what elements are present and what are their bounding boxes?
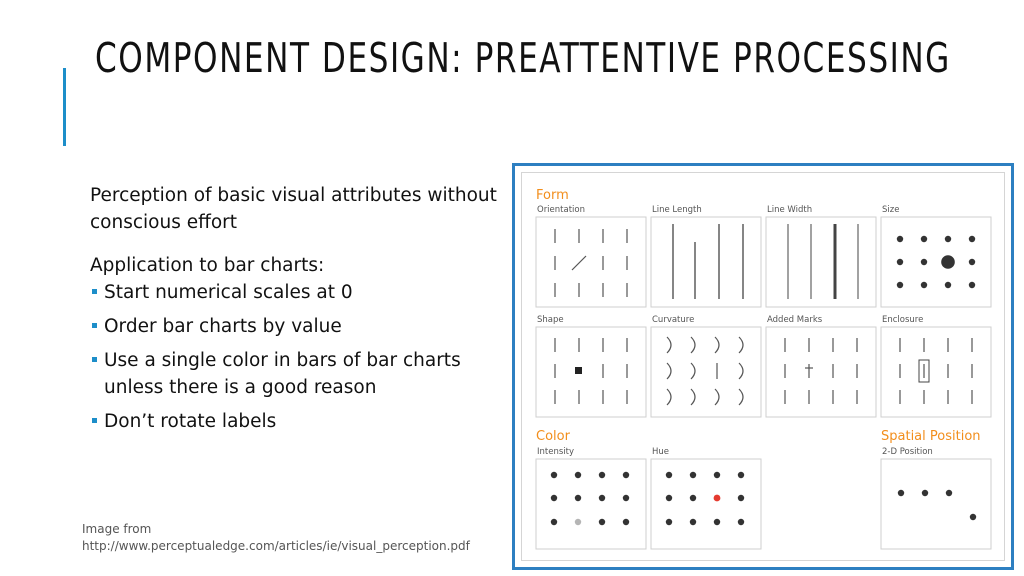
slide-content [90,182,510,435]
slide-title: COMPONENT DESIGN: PREATTENTIVE PROCESSING [95,34,951,82]
bullet-text: Don’t rotate labels [104,411,277,432]
caption-url: http://www.perceptualedge.com/articles/ie/visual_perception.pdf [82,539,470,553]
line-width-marks [788,224,858,299]
bullet-square-icon [92,357,97,362]
hue-marks [666,472,744,525]
panel-label-curvature: Curvature [652,315,695,325]
intensity-light-mark [575,519,581,525]
section-color: Color [536,429,570,444]
panel-shape [536,327,646,417]
enclosure-marks [900,338,972,404]
intensity-marks [551,472,629,525]
title-accent-bar [63,68,66,146]
panel-label-2d-position: 2-D Position [882,447,933,457]
panel-label-line-width: Line Width [767,205,813,215]
bullet-square-icon [92,323,97,328]
panel-2d-position [881,459,991,549]
bullet-item [90,279,510,306]
line-length-marks [673,224,743,299]
panel-label-line-length: Line Length [652,205,702,215]
panel-curvature [651,327,761,417]
panel-label-intensity: Intensity [537,447,574,457]
panel-enclosure [881,327,991,417]
caption-line: Image from [82,522,152,536]
bullet-square-icon [92,289,97,294]
bullet-list [90,279,510,435]
added-marks-marks [785,338,857,404]
hue-red-mark [714,495,721,502]
preattentive-figure [512,163,1014,570]
section-spatial: Spatial Position [881,429,981,444]
orientation-marks [555,229,627,297]
paragraph-application: Application to bar charts: [90,255,325,276]
panel-line-width [766,217,876,307]
bullet-item [90,313,510,340]
panel-label-orientation: Orientation [537,205,585,215]
bullet-text: Start numerical scales at 0 [104,282,353,303]
section-form: Form [536,188,569,203]
panel-added-marks [766,327,876,417]
panel-label-hue: Hue [652,447,670,457]
shape-marks [555,338,627,404]
panel-label-shape: Shape [537,315,564,325]
bullet-square-icon [92,418,97,423]
image-source-caption [82,521,470,555]
paragraph-perception: Perception of basic visual attributes without conscious effort [90,185,497,233]
panel-label-enclosure: Enclosure [882,315,924,325]
panel-line-length [651,217,761,307]
preattentive-attributes-illustration [515,166,1011,567]
position-2d-marks [898,490,976,520]
size-marks [897,236,975,288]
bullet-text: Order bar charts by value [104,316,342,337]
panel-label-added-marks: Added Marks [767,315,823,325]
bullet-text: Use a single color in bars of bar charts unless there is a good reason [104,350,461,398]
panel-orientation [536,217,646,307]
curvature-marks [667,337,743,405]
bullet-item [90,408,510,435]
shape-square-mark [575,367,582,374]
panel-label-size: Size [882,205,900,215]
bullet-item [90,347,510,401]
